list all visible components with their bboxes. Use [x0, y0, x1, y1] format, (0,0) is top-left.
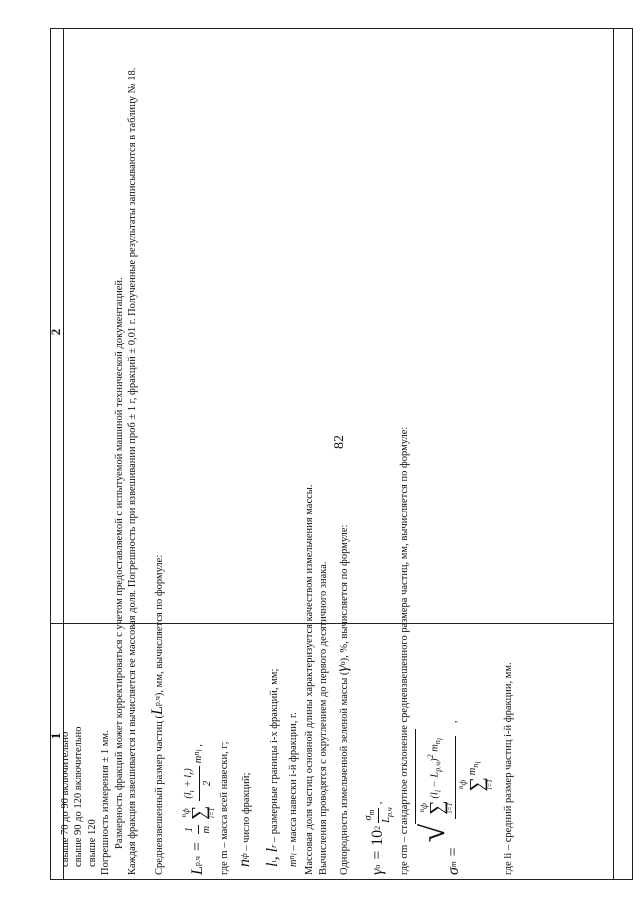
formula-fraction-1-over-m: 1 m: [184, 825, 212, 834]
l-bounds-text: – размерные границы i-х фракций, мм;: [269, 668, 281, 845]
nf-line: [235, 27, 255, 875]
range-line-120: свыше 120: [86, 819, 98, 867]
nf-text: – число фракций;: [240, 772, 252, 854]
page-number: 82: [332, 435, 347, 449]
uniformity-intro-end: ), %, вычисляется по формуле:: [339, 524, 351, 662]
formula-lhs: L р.ч =: [189, 837, 207, 875]
uniformity-fraction: $\sigma_m$ $L_{р.ч}$: [362, 807, 395, 823]
sigma-lhs: σ m =: [444, 846, 462, 875]
l-bounds-line: [263, 27, 283, 875]
mni-text: – масса навески i-й фракции, г.: [287, 712, 299, 854]
l-bounds-symbol: l ι , l r: [264, 844, 282, 867]
fraction-size-paragraph: Размерность фракций может корректироваться с учетом предоставляемой с испытуемой машиной технической документацией.: [113, 277, 125, 849]
avg-size-intro-start: Средневзвешенный размер частиц (: [153, 715, 165, 875]
avg-size-intro-end: ), мм, вычисляется по формуле:: [153, 554, 165, 697]
mass-share-line: Массовая доля частиц основной длины характеризуется качеством измельчения массы.: [304, 484, 316, 875]
formula-fraction-avg-bounds: $(l_\iota + l_r)$ 2: [183, 768, 213, 799]
table-content: [59, 27, 625, 875]
avg-size-intro: [148, 27, 168, 875]
rounding-line: Вычисления проводятся с округлением до первого десятичного знака.: [317, 561, 329, 875]
where-m-line: где m – масса всей навески, г;: [219, 741, 231, 875]
gamma-symbol: γ о: [334, 661, 352, 672]
sigma-formula: σ m = √ $n_ф$ ∑ i=1 $(l_i - L_{р.ч})^2$ $m_{n_i}$ $n_ф$ ∑ i=1 $m_{n_i}$ ,: [414, 720, 494, 875]
column-1-header: 1: [48, 732, 63, 740]
range-line-90-120: свыше 90 до 120 включительно: [73, 726, 85, 867]
measurement-error: Погрешность измерения ± 1 мм.: [100, 730, 112, 875]
avg-size-symbol: L р.ч: [148, 696, 166, 716]
mni-symbol: m $n_i$: [287, 853, 299, 867]
formula-sum: $n_ф$ ∑ i=1: [180, 805, 217, 821]
sigma-line: где σm – стандартное отклонение средневзвешенного размера частиц, мм, вычисляется по формуле:: [399, 426, 411, 875]
weighing-paragraph: Каждая фракция взвешивается и вычисляется ее массовая доля. Погрешность при взвешивании проб ± 1 г, фракций ± 0,01 г. Полученные результаты записываются в таблицу № 18.: [127, 67, 139, 875]
formula-mass-term: m $n_i$ ,: [191, 744, 204, 764]
column-2-header: 2: [48, 328, 63, 336]
range-line-70-90: свыше 70 до 90 включительно: [60, 731, 71, 867]
uniformity-formula: γ о = 10 2 $\sigma_m$ $L_{р.ч}$ ,: [362, 801, 395, 875]
uniformity-intro: [333, 27, 353, 875]
avg-size-formula: [180, 27, 216, 875]
gamma-lhs: γ о = 10 2: [369, 825, 387, 875]
mni-line: [287, 27, 300, 875]
nf-symbol: n ф: [235, 853, 253, 867]
li-line: где li – средний размер частиц i-й фракции, мм.: [502, 662, 514, 875]
sigma-sqrt: [415, 729, 494, 843]
uniformity-intro-start: Однородность измельченной зеленой массы (: [339, 671, 351, 875]
radical-sign: √: [414, 823, 452, 843]
sigma-fraction: $n_ф$ ∑ i=1 $(l_i - L_{р.ч})^2$ $m_{n_i}$ $n_ф$ ∑ i=1 $m_{n_i}$: [418, 736, 494, 819]
